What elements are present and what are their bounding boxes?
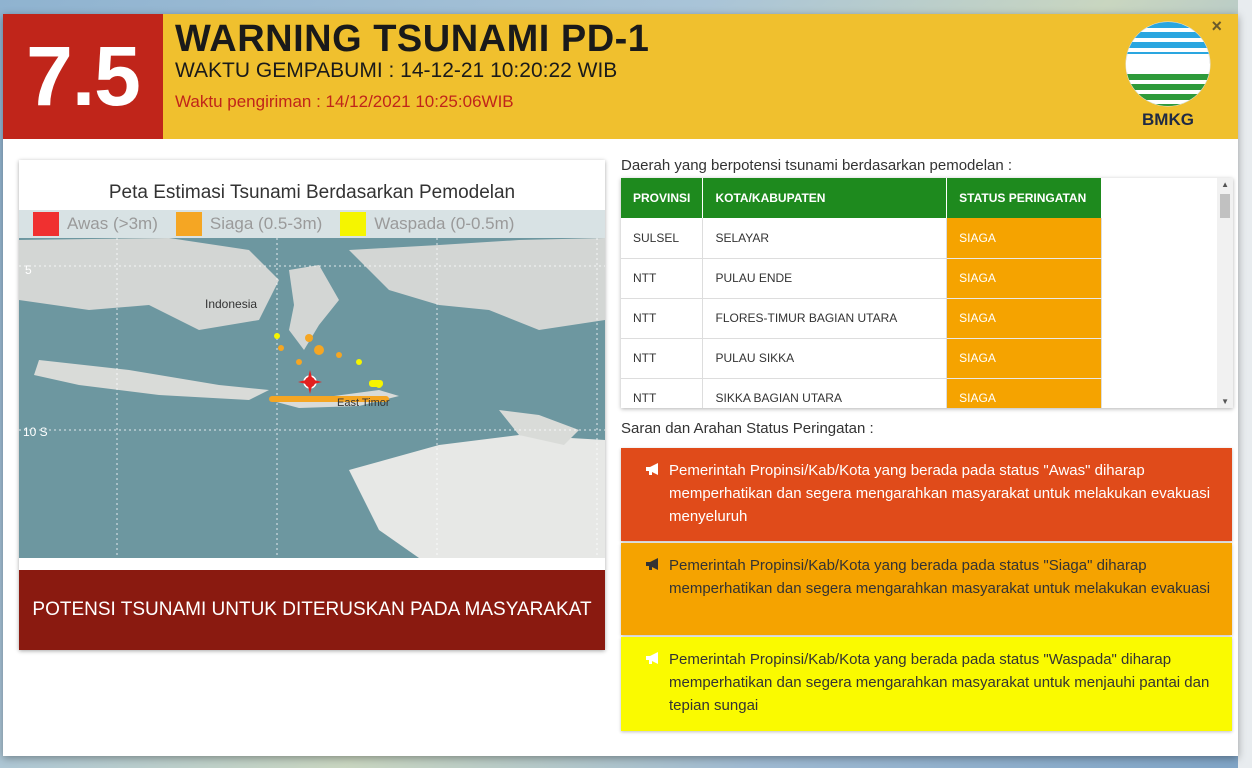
map-label-lat-10: 10 S	[23, 425, 48, 439]
col-header-kota: KOTA/KABUPATEN	[703, 178, 947, 218]
megaphone-icon	[645, 557, 663, 571]
cell-status: SIAGA	[947, 258, 1102, 298]
table-header-row	[621, 178, 1102, 218]
cell-provinsi: NTT	[621, 378, 703, 408]
magnitude-value: 7.5	[3, 14, 163, 139]
region-list-label: Daerah yang berpotensi tsunami berdasarkan pemodelan :	[621, 157, 1013, 174]
region-table-container[interactable]	[621, 178, 1233, 408]
advice-label: Saran dan Arahan Status Peringatan :	[621, 420, 874, 437]
cell-provinsi: SULSEL	[621, 218, 703, 258]
legend-item-waspada	[340, 212, 514, 236]
potensi-banner: POTENSI TSUNAMI UNTUK DITERUSKAN PADA MASYARAKAT	[19, 570, 605, 650]
cell-kota: SELAYAR	[703, 218, 947, 258]
region-table	[621, 178, 1102, 408]
tsunami-map[interactable]	[19, 210, 605, 558]
advice-waspada-text: Pemerintah Propinsi/Kab/Kota yang berada pada status "Waspada" diharap memperhatikan dan segera mengarahkan masyarakat untuk menjauhi pantai dan tepian sungai	[669, 651, 1210, 714]
cell-status: SIAGA	[947, 298, 1102, 338]
scroll-up-icon[interactable]: ▲	[1221, 180, 1229, 189]
legend-swatch-awas	[33, 212, 59, 236]
cell-kota: PULAU SIKKA	[703, 338, 947, 378]
map-label-east-timor: East Timor	[337, 397, 390, 409]
megaphone-icon	[645, 462, 663, 476]
map-label-indonesia: Indonesia	[205, 297, 258, 311]
scroll-down-icon[interactable]: ▼	[1221, 397, 1229, 406]
table-row	[621, 258, 1102, 298]
advice-waspada	[621, 637, 1232, 731]
table-scrollbar[interactable]	[1217, 178, 1233, 408]
legend-label-awas: Awas (>3m)	[67, 214, 158, 233]
background-side-panel	[1238, 0, 1252, 768]
cell-provinsi: NTT	[621, 298, 703, 338]
map-label-lat-5: 5	[25, 263, 32, 277]
table-row	[621, 338, 1102, 378]
tsunami-warning-modal	[3, 14, 1238, 756]
legend-label-siaga: Siaga (0.5-3m)	[209, 214, 323, 233]
legend-item-awas	[33, 212, 158, 236]
map-title: Peta Estimasi Tsunami Berdasarkan Pemodelan	[108, 182, 516, 203]
col-header-provinsi: PROVINSI	[621, 178, 703, 218]
cell-status: SIAGA	[947, 218, 1102, 258]
table-row	[621, 218, 1102, 258]
col-header-status: STATUS PERINGATAN	[947, 178, 1102, 218]
scroll-thumb[interactable]	[1220, 194, 1230, 218]
legend-item-siaga	[176, 212, 322, 236]
cell-provinsi: NTT	[621, 258, 703, 298]
cell-kota: FLORES-TIMUR BAGIAN UTARA	[703, 298, 947, 338]
map-legend	[19, 210, 605, 238]
legend-swatch-siaga	[176, 212, 202, 236]
legend-swatch-waspada	[340, 212, 366, 236]
advice-awas	[621, 448, 1232, 541]
table-row	[621, 298, 1102, 338]
table-row	[621, 378, 1102, 408]
quake-time: WAKTU GEMPABUMI : 14-12-21 10:20:22 WIB	[175, 59, 618, 82]
warning-title: WARNING TSUNAMI PD-1	[175, 18, 650, 60]
bmkg-logo-icon	[1123, 20, 1213, 108]
cell-status: SIAGA	[947, 338, 1102, 378]
advice-siaga	[621, 543, 1232, 635]
bmkg-logo-text: BMKG	[1142, 110, 1194, 129]
cell-kota: PULAU ENDE	[703, 258, 947, 298]
tsunami-map-graphic	[19, 210, 605, 558]
legend-label-waspada: Waspada (0-0.5m)	[374, 214, 515, 233]
sent-time: Waktu pengiriman : 14/12/2021 10:25:06WIB	[175, 92, 514, 111]
advice-siaga-text: Pemerintah Propinsi/Kab/Kota yang berada pada status "Siaga" diharap memperhatikan dan segera mengarahkan masyarakat untuk melakukan evakuasi	[669, 557, 1211, 597]
bmkg-logo	[1123, 20, 1213, 132]
cell-provinsi: NTT	[621, 338, 703, 378]
advice-awas-text: Pemerintah Propinsi/Kab/Kota yang berada pada status "Awas" diharap memperhatikan dan segera mengarahkan masyarakat untuk melakukan evakuasi menyeluruh	[669, 462, 1211, 525]
close-button[interactable]: ×	[1211, 16, 1222, 36]
megaphone-icon	[645, 651, 663, 665]
warning-header	[3, 14, 1238, 139]
cell-kota: SIKKA BAGIAN UTARA	[703, 378, 947, 408]
cell-status: SIAGA	[947, 378, 1102, 408]
map-card	[19, 160, 605, 650]
